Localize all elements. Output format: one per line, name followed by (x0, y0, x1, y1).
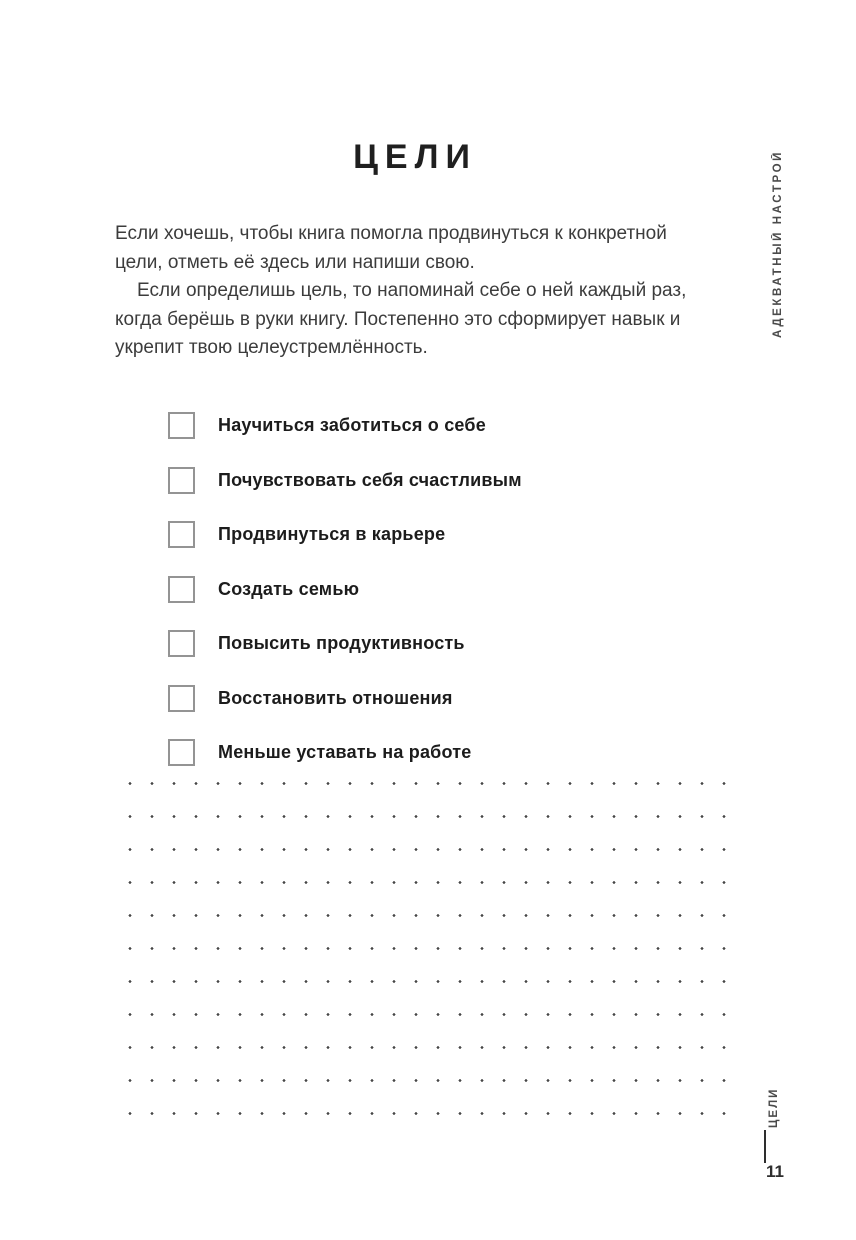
dotted-writing-line (119, 1079, 738, 1082)
checklist-item-label: Почувствовать себя счастливым (218, 469, 522, 490)
intro-text (115, 220, 717, 363)
checklist-item (168, 630, 688, 657)
checklist-item (168, 412, 688, 439)
checklist-item (168, 576, 688, 603)
dotted-writing-line (119, 881, 738, 884)
checklist-item-label: Повысить продуктивность (218, 633, 465, 653)
footer-section-label-vertical: ЦЕЛИ (768, 1087, 780, 1128)
checklist-item (168, 467, 688, 494)
footer-rule (764, 1130, 767, 1163)
checklist-item (168, 685, 688, 712)
checklist-item-label: Создать семью (218, 578, 360, 599)
checklist-item-label: Научиться заботиться о себе (218, 415, 486, 435)
page-number: 11 (766, 1162, 784, 1181)
dotted-writing-line (119, 947, 738, 950)
checkbox[interactable] (168, 521, 195, 548)
checkbox[interactable] (168, 412, 195, 439)
intro-paragraph-1: Если хочешь, чтобы книга помогла продвинуться к конкретной цели, отметь её здесь или напиши свою. (115, 223, 667, 273)
page-title: ЦЕЛИ (353, 138, 477, 176)
dotted-writing-line (119, 782, 738, 785)
checkbox[interactable] (168, 739, 195, 766)
dotted-writing-line (119, 848, 738, 851)
checkbox[interactable] (168, 685, 195, 712)
dotted-writing-line (119, 1046, 738, 1049)
checklist-item-label: Меньше уставать на работе (218, 742, 472, 762)
checklist-item (168, 739, 688, 766)
chapter-label-vertical: АДЕКВАТНЫЙ НАСТРОЙ (772, 149, 784, 338)
dotted-writing-line (119, 1112, 738, 1115)
checklist-item-label: Продвинуться в карьере (218, 524, 446, 544)
checkbox[interactable] (168, 630, 195, 657)
checklist-item-label: Восстановить отношения (218, 687, 453, 708)
checklist-item (168, 521, 688, 548)
checkbox[interactable] (168, 576, 195, 603)
page-title-wrap (115, 138, 715, 177)
dotted-writing-line (119, 914, 738, 917)
dotted-writing-line (119, 1013, 738, 1016)
goals-checklist (168, 412, 688, 794)
dotted-writing-line (119, 815, 738, 818)
dotted-writing-line (119, 980, 738, 983)
writing-lines (119, 782, 738, 1145)
intro-paragraph-2: Если определишь цель, то напоминай себе о ней каждый раз, когда берёшь в руки книгу. Постепенно это сформирует навык и укрепит твою целеустремлённость. (115, 280, 687, 358)
checkbox[interactable] (168, 467, 195, 494)
